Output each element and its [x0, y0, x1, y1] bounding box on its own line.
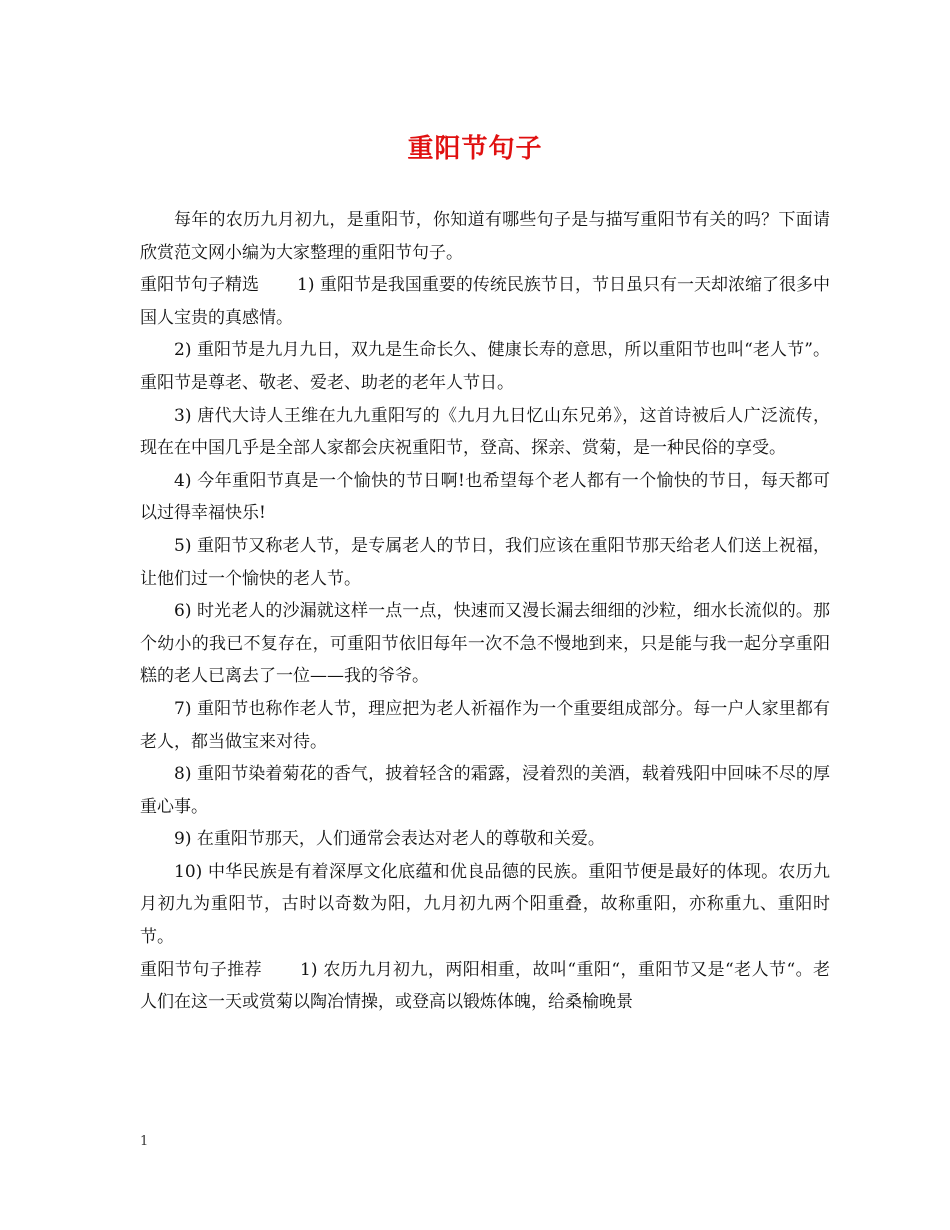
list-item-6: 6) 时光老人的沙漏就这样一点一点，快速而又漫长漏去细细的沙粒，细水长流似的。那个幼小的我已不复存在，可重阳节依旧每年一次不急不慢地到来，只是能与我一起分享重阳糕的老人已离去了一位——我的爷爷。	[140, 601, 830, 687]
list-item-4: 4) 今年重阳节真是一个愉快的节日啊!也希望每个老人都有一个愉快的节日，每天都可以过得幸福快乐!	[140, 470, 830, 524]
section1-heading: 重阳节句子精选	[140, 275, 260, 296]
list-item-5: 5) 重阳节又称老人节，是专属老人的节日，我们应该在重阳节那天给老人们送上祝福，让他们过一个愉快的老人节。	[140, 535, 830, 589]
list-item-2: 2) 重阳节是九月九日，双九是生命长久、健康长寿的意思，所以重阳节也叫“老人节”。重阳节是尊老、敬老、爱老、助老的老年人节日。	[140, 340, 830, 393]
section2-list-item-1: 1) 农历九月初九，两阳相重，故叫“重阳“，重阳节又是“老人节“。老人们在这一天或赏菊以陶冶情操，或登高以锻炼体魄，给桑榆晚景	[140, 959, 831, 1013]
list-item-9: 9) 在重阳节那天，人们通常会表达对老人的尊敬和关爱。	[174, 829, 605, 850]
document-body	[140, 204, 830, 1019]
section2-heading: 重阳节句子推荐	[140, 959, 263, 980]
section1-first-paragraph	[140, 269, 830, 334]
section2-first-paragraph	[140, 954, 830, 1019]
list-item-10: 10) 中华民族是有着深厚文化底蕴和优良品德的民族。重阳节便是最好的体现。农历九月初九为重阳节，古时以奇数为阳，九月初九两个阳重叠，故称重阳，亦称重九、重阳时节。	[140, 861, 830, 948]
document-title: 重阳节句子	[407, 134, 543, 164]
intro-paragraph: 每年的农历九月初九，是重阳节，你知道有哪些句子是与描写重阳节有关的吗？下面请欣赏范文网小编为大家整理的重阳节句子。	[140, 210, 830, 263]
list-item-8: 8) 重阳节染着菊花的香气，披着轻含的霜露，浸着烈的美酒，载着残阳中回味不尽的厚重心事。	[140, 764, 830, 817]
list-item-1: 1) 重阳节是我国重要的传统民族节日，节日虽只有一天却浓缩了很多中国人宝贵的真感情。	[140, 275, 830, 328]
list-item-7: 7) 重阳节也称作老人节，理应把为老人祈福作为一个重要组成部分。每一户人家里都有老人，都当做宝来对待。	[140, 698, 830, 752]
list-item-3: 3) 唐代大诗人王维在九九重阳写的《九月九日忆山东兄弟》，这首诗被后人广泛流传，现在在中国几乎是全部人家都会庆祝重阳节，登高、探亲、赏菊，是一种民俗的享受。	[140, 405, 830, 459]
page-number: 1	[140, 1134, 149, 1149]
